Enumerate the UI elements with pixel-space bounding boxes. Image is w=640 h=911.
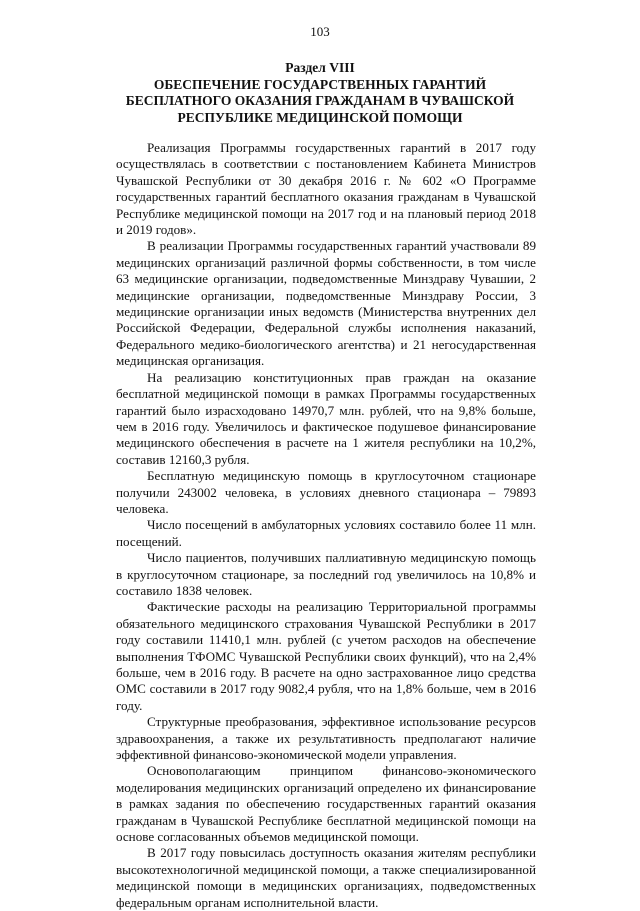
title-line: ОБЕСПЕЧЕНИЕ ГОСУДАРСТВЕННЫХ ГАРАНТИЙ	[153, 76, 487, 92]
section-heading	[80, 60, 560, 126]
body-text	[116, 140, 536, 911]
paragraph: Фактические расходы на реализацию Территориальной программы обязательного медицинского страхования Чувашской Республики в 2017 году составили 11410,1 млн. рублей (с учетом расходов на обеспечение выполнения ТФОМС Чувашской Республики своих функций), что на 2,4% больше, чем в 2016 году. В расчете на одно застрахованное лицо средства ОМС составили в 2017 году 9082,4 рубля, что на 1,8% больше, чем в 2016 году.	[116, 599, 536, 713]
title-line: БЕСПЛАТНОГО ОКАЗАНИЯ ГРАЖДАНАМ В ЧУВАШСКОЙ	[125, 93, 515, 108]
paragraph: Структурные преобразования, эффективное использование ресурсов здравоохранения, а также их результативность предполагают наличие эффективной финансово-экономической модели управления.	[116, 714, 536, 763]
page-number: 103	[310, 24, 330, 39]
paragraph: Число посещений в амбулаторных условиях составило более 11 млн. посещений.	[116, 517, 536, 549]
paragraph: В 2017 году повысилась доступность оказания жителям республики высокотехнологичной медицинской помощи, а также специализированной медицинской помощи в медицинских организациях, подведомственных федеральным органам исполнительной власти.	[116, 845, 536, 910]
paragraph: В реализации Программы государственных гарантий участвовали 89 медицинских организаций различной формы собственности, в том числе 63 медицинские организации, подведомственные Минздраву Чувашии, 2 медицинские организации, подведомственные Минздраву России, 3 медицинские организации иных ведомств (Министерства внутренних дел Российской Федерации, Федеральной службы исполнения наказаний, Федерального медико-биологического агентства) и 21 негосударственная медицинская организация.	[116, 238, 536, 369]
paragraph: Число пациентов, получивших паллиативную медицинскую помощь в круглосуточном стационаре, за последний год увеличилось на 10,8% и составило 1838 человек.	[116, 550, 536, 598]
paragraph: Основополагающим принципом финансово-экономического моделирования медицинских организаций определено их финансирование в рамках задания по обеспечению государственных гарантий оказания гражданам в Чувашской Республике бесплатной медицинской помощи на основе согласованных объемов медицинской помощи.	[116, 763, 536, 845]
paragraph: Бесплатную медицинскую помощь в круглосуточном стационаре получили 243002 человека, в условиях дневного стационара – 79893 человека.	[116, 468, 536, 516]
paragraph: Реализация Программы государственных гарантий в 2017 году осуществлялась в соответствии с постановлением Кабинета Министров Чувашской Республики от 30 декабря 2016 г. № 602 «О Программе государственных гарантий бесплатного оказания гражданам в Чувашской Республике медицинской помощи на 2017 год и на плановый период 2018 и 2019 годов».	[116, 140, 536, 238]
paragraph: На реализацию конституционных прав граждан на оказание бесплатной медицинской помощи в рамках Программы государственных гарантий было израсходовано 14970,7 млн. рублей, что на 9,8% больше, чем в 2016 году. Увеличилось и фактическое подушевое финансирование медицинского обеспечения в расчете на 1 жителя республики на 10,2%, составив 12160,3 рубля.	[116, 369, 536, 467]
section-label: Раздел VIII	[285, 60, 355, 75]
title-line: РЕСПУБЛИКЕ МЕДИЦИНСКОЙ ПОМОЩИ	[177, 109, 463, 125]
